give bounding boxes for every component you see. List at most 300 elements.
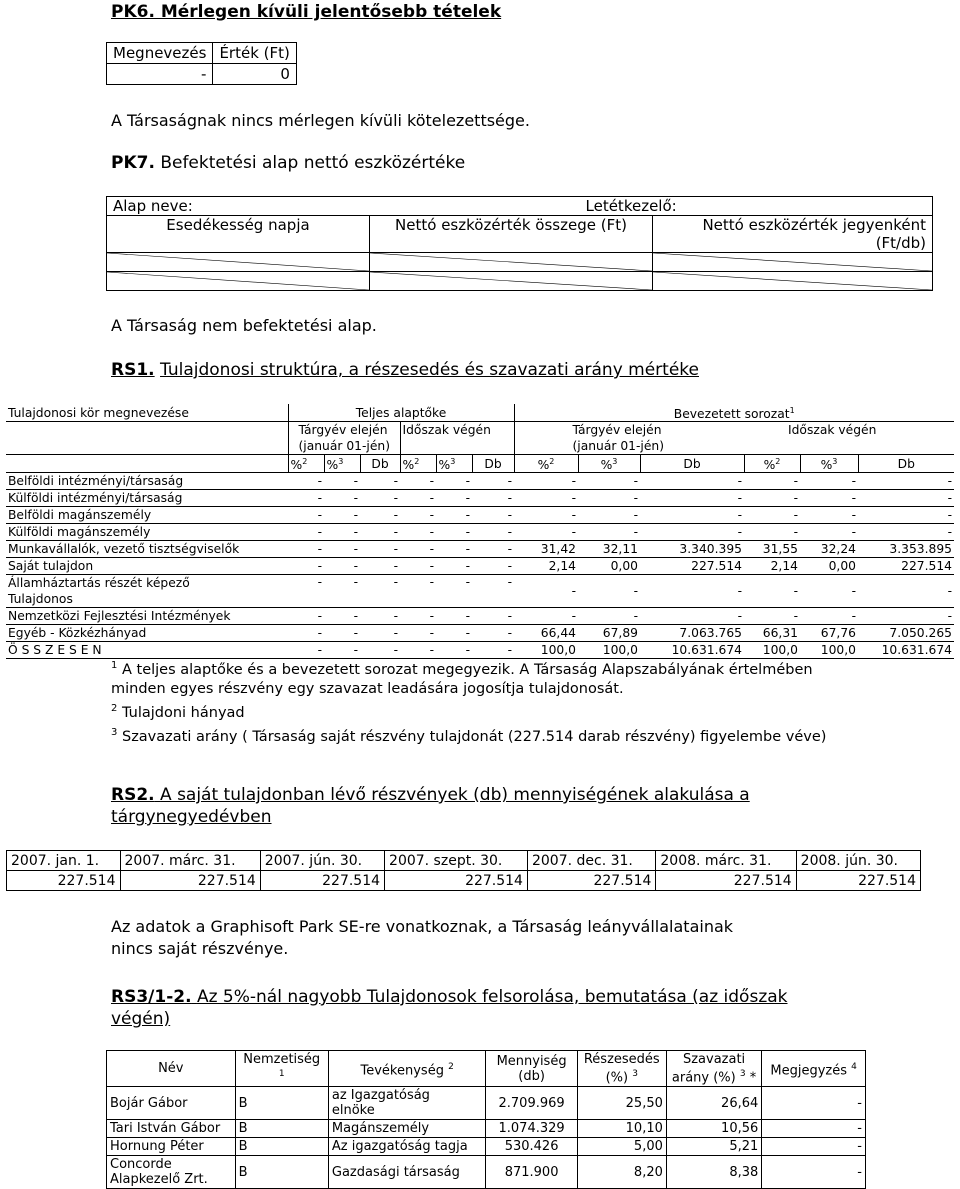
rs3-head-activity-sup: 2 (448, 1061, 454, 1072)
rs3-cell-line: elnöke (331, 1103, 375, 1119)
footnote-1-cont: minden egyes részvény egy szavazat leadására jogosítja tulajdonosát. (111, 680, 624, 697)
rs1-cell: - (744, 490, 800, 507)
rs1-footnotes (111, 656, 951, 746)
rs1-cell: 0,00 (578, 558, 640, 575)
rs3-cell-qty: 1.074.329 (486, 1120, 577, 1138)
rs1-head-row-1 (6, 404, 954, 422)
rs3-cell-share: 5,00 (577, 1138, 666, 1156)
pk7-custodian-label: Letétkezelő: (585, 197, 677, 215)
pk7-custodian-cell (370, 197, 933, 216)
rs1-head-pct3 (436, 455, 472, 473)
rs3-cell-line: Concorde (110, 1157, 172, 1173)
rs3-head-quantity (486, 1051, 577, 1087)
rs2-value-cell: 227.514 (656, 871, 796, 891)
rs1-cell: - (800, 473, 858, 490)
rs1-cell: - (514, 473, 578, 490)
rs1-cell: - (472, 524, 514, 541)
rs1-cell: - (324, 642, 360, 659)
table-row (6, 575, 954, 608)
rs1-head-pct2 (400, 455, 436, 473)
rs1-head-jan-b: (január 01-jén) (514, 438, 744, 455)
rs3-head-activity-label: Tevékenység (360, 1062, 444, 1078)
rs1-sup: 3 (450, 457, 456, 467)
rs3-head-nationality (235, 1051, 328, 1087)
table-row (6, 558, 954, 575)
rs1-sup: 2 (549, 457, 555, 467)
rs1-cell: - (514, 507, 578, 524)
rs3-cell-remark: - (762, 1138, 866, 1156)
rs1-cell: - (360, 625, 400, 642)
rs1-cell: - (800, 575, 858, 608)
table-row (107, 1087, 866, 1120)
rs3-table (106, 1050, 866, 1189)
rs3-cell-qty: 871.900 (486, 1156, 577, 1189)
rs1-cell: - (400, 507, 436, 524)
rs1-cell: - (472, 558, 514, 575)
rs1-cell: - (578, 473, 640, 490)
rs1-head-pct3 (800, 455, 858, 473)
rs2-date-row (7, 851, 921, 871)
rs1-cell: - (578, 608, 640, 625)
rs1-cell: - (436, 558, 472, 575)
rs2-value-cell: 227.514 (527, 871, 655, 891)
pk6-cell-value: 0 (213, 64, 296, 85)
rs1-code: RS1. (111, 360, 155, 380)
rs3-cell-vote: 26,64 (666, 1087, 761, 1120)
rs2-date-cell: 2008. jún. 30. (796, 851, 920, 871)
rs2-note-2: nincs saját részvénye. (111, 939, 289, 958)
table-row (6, 524, 954, 541)
rs1-cell: - (800, 608, 858, 625)
rs1-head-row-3 (6, 438, 954, 455)
rs1-cell: - (858, 490, 954, 507)
rs1-table (6, 404, 954, 659)
rs2-value-cell: 227.514 (796, 871, 920, 891)
rs1-cell: - (400, 524, 436, 541)
rs3-cell-vote: 8,38 (666, 1156, 761, 1189)
rs1-cell: - (288, 473, 324, 490)
rs1-cell: 3.353.895 (858, 541, 954, 558)
rs1-cell: 31,55 (744, 541, 800, 558)
rs1-cell: - (640, 507, 744, 524)
rs1-head-pct3 (578, 455, 640, 473)
rs1-head-db: Db (858, 455, 954, 473)
rs3-cell-share: 8,20 (577, 1156, 666, 1189)
rs1-pct-label: % (600, 458, 613, 473)
pk6-table (106, 42, 297, 85)
rs2-note-1: Az adatok a Graphisoft Park SE-re vonatkoznak, a Társaság leányvállalatainak (111, 917, 734, 936)
rs1-head-start-year-a: Tárgyév elején (288, 422, 400, 439)
rs1-cell: 100,0 (514, 642, 578, 659)
rs1-cell: - (324, 490, 360, 507)
rs1-pct-label: % (763, 458, 776, 473)
rs3-title-2: végén) (111, 1009, 171, 1029)
rs3-head-vote-star: * (749, 1070, 757, 1086)
pk6-header-value: Érték (Ft) (213, 43, 296, 64)
rs1-cell: - (640, 524, 744, 541)
rs2-date-cell: 2007. dec. 31. (527, 851, 655, 871)
rs1-cell: - (400, 625, 436, 642)
rs3-head-share-sup: 3 (632, 1069, 638, 1079)
pk7-table (106, 196, 933, 291)
rs3-head-qty-unit: (db) (518, 1068, 545, 1084)
rs1-cell: - (436, 524, 472, 541)
rs3-head-remark-label: Megjegyzés (770, 1062, 847, 1078)
rs1-head-db: Db (360, 455, 400, 473)
rs1-cell: - (800, 490, 858, 507)
rs1-row-name-line: Tulajdonos (8, 592, 73, 607)
footnote-3 (111, 723, 951, 747)
rs1-cell: - (858, 507, 954, 524)
rs3-cell-vote: 10,56 (666, 1120, 761, 1138)
rs1-head-listed-series-label: Bevezetett sorozat (673, 407, 790, 422)
rs3-cell-activity: Gazdasági társaság (328, 1156, 486, 1189)
rs3-head-share-label: Részesedés (583, 1052, 660, 1067)
rs1-head-row-4 (6, 455, 954, 473)
rs3-cell-line: az Igazgatóság (331, 1088, 430, 1104)
rs1-cell: 66,44 (514, 625, 578, 642)
rs1-cell: - (514, 524, 578, 541)
rs2-value-cell: 227.514 (7, 871, 121, 891)
rs3-head-qty-label: Mennyiség (496, 1053, 567, 1069)
rs1-cell: - (578, 490, 640, 507)
rs1-cell: - (324, 575, 360, 608)
rs1-cell: 0,00 (800, 558, 858, 575)
rs1-pct-label: % (402, 458, 415, 473)
rs1-sup: 3 (832, 457, 838, 467)
rs1-cell: - (436, 541, 472, 558)
rs1-cell: - (360, 642, 400, 659)
rs2-table (6, 850, 921, 891)
rs1-cell: - (360, 507, 400, 524)
rs1-cell: - (400, 558, 436, 575)
rs1-cell: - (288, 507, 324, 524)
rs3-cell-share: 25,50 (577, 1087, 666, 1120)
rs1-cell: - (472, 642, 514, 659)
rs1-pct-label: % (438, 458, 451, 473)
rs1-row-name-line: Államháztartás részét képező (8, 576, 190, 591)
pk7-note: A Társaság nem befektetési alap. (111, 316, 377, 335)
rs3-head-nat-label: Nemzetiség (243, 1052, 321, 1067)
rs1-cell: - (472, 473, 514, 490)
footnote-text: Tulajdoni hányad (121, 704, 245, 721)
rs3-header-row (107, 1051, 866, 1087)
rs1-cell: - (578, 507, 640, 524)
rs2-value-cell: 227.514 (260, 871, 384, 891)
rs2-date-cell: 2007. jún. 30. (260, 851, 384, 871)
rs3-cell-name: Hornung Péter (107, 1138, 236, 1156)
rs1-cell: - (288, 541, 324, 558)
pk7-empty-cell (653, 253, 933, 272)
rs3-head-share-unit: (%) (605, 1070, 629, 1086)
rs1-cell: 32,24 (800, 541, 858, 558)
rs1-cell: - (578, 524, 640, 541)
rs3-cell-remark: - (762, 1120, 866, 1138)
rs1-cell: - (472, 490, 514, 507)
table-row (6, 473, 954, 490)
rs1-cell: - (288, 625, 324, 642)
rs1-cell: - (514, 490, 578, 507)
rs1-cell: - (858, 473, 954, 490)
rs1-head-owner-group: Tulajdonosi kör megnevezése (6, 404, 288, 422)
table-row (6, 625, 954, 642)
rs3-cell-activity: Az igazgatóság tagja (328, 1138, 486, 1156)
pk7-code: PK7. (111, 153, 155, 173)
rs1-cell: - (744, 473, 800, 490)
rs1-cell: - (288, 524, 324, 541)
rs3-cell-nat: B (235, 1087, 328, 1120)
rs3-head-share (577, 1051, 666, 1087)
rs1-sup: 2 (775, 457, 781, 467)
rs1-cell: - (436, 642, 472, 659)
rs3-cell-nat: B (235, 1156, 328, 1189)
rs1-cell: - (324, 541, 360, 558)
rs1-cell: 32,11 (578, 541, 640, 558)
rs1-cell: - (288, 575, 324, 608)
rs1-cell: - (436, 575, 472, 608)
rs1-head-start-year-b: Tárgyév elején (514, 422, 744, 439)
rs1-cell: 10.631.674 (858, 642, 954, 659)
rs1-cell: - (360, 558, 400, 575)
rs1-cell: 2,14 (744, 558, 800, 575)
rs1-cell: - (288, 642, 324, 659)
rs1-cell: - (472, 575, 514, 608)
rs1-cell: - (324, 473, 360, 490)
rs3-head-nat-sup: 1 (278, 1069, 285, 1079)
rs1-cell: - (360, 575, 400, 608)
rs2-value-row (7, 871, 921, 891)
rs1-cell: - (640, 608, 744, 625)
rs1-cell: - (400, 642, 436, 659)
rs1-pct-label: % (290, 458, 303, 473)
rs1-cell: - (800, 507, 858, 524)
pk7-col-date: Esedékesség napja (107, 216, 370, 253)
rs1-cell: - (288, 490, 324, 507)
pk7-empty-cell (107, 272, 370, 291)
rs3-body (107, 1087, 866, 1189)
rs1-cell: - (472, 625, 514, 642)
rs1-cell: 100,0 (744, 642, 800, 659)
rs1-cell: - (800, 524, 858, 541)
rs3-head-name: Név (107, 1051, 236, 1087)
rs1-row-name (6, 575, 288, 608)
rs1-cell: 100,0 (800, 642, 858, 659)
rs2-date-cell: 2007. szept. 30. (385, 851, 528, 871)
rs1-cell: - (472, 541, 514, 558)
rs1-head-pct3 (324, 455, 360, 473)
rs1-cell: - (360, 490, 400, 507)
rs3-head-activity (328, 1051, 486, 1087)
rs1-cell: - (288, 558, 324, 575)
rs1-heading (111, 360, 699, 380)
footnote-marker: 3 (111, 726, 118, 738)
rs1-cell: - (744, 524, 800, 541)
rs1-head-row-2 (6, 422, 954, 439)
rs1-cell: 66,31 (744, 625, 800, 642)
pk6-cell-name: - (107, 64, 213, 85)
rs2-date-cell: 2007. jan. 1. (7, 851, 121, 871)
table-row (6, 507, 954, 524)
rs3-cell-qty: 530.426 (486, 1138, 577, 1156)
rs2-title-2: tárgynegyedévben (111, 807, 272, 827)
rs1-head-db: Db (640, 455, 744, 473)
rs3-head-vote-label: Szavazati (682, 1052, 746, 1067)
rs1-cell: 100,0 (578, 642, 640, 659)
table-row (6, 490, 954, 507)
table-row (6, 541, 954, 558)
rs1-cell: - (472, 507, 514, 524)
rs3-cell-name: Tari István Gábor (107, 1120, 236, 1138)
rs3-cell-share: 10,10 (577, 1120, 666, 1138)
rs1-cell: - (324, 608, 360, 625)
rs1-title: Tulajdonosi struktúra, a részesedés és szavazati arány mértéke (160, 360, 699, 380)
rs3-head-vote-sup: 3 (739, 1069, 746, 1079)
rs1-cell: - (360, 473, 400, 490)
rs1-cell: - (360, 608, 400, 625)
rs1-row-name: Belföldi intézményi/társaság (6, 473, 288, 490)
rs1-head-pct2 (514, 455, 578, 473)
rs1-row-name: Külföldi magánszemély (6, 524, 288, 541)
table-row (107, 1120, 866, 1138)
rs1-pct-label: % (820, 458, 833, 473)
rs1-sup: 2 (414, 457, 420, 467)
table-row (107, 1138, 866, 1156)
rs3-head-vote (666, 1051, 761, 1087)
footnote-marker: 2 (111, 702, 118, 714)
rs1-sup: 3 (612, 457, 618, 467)
rs2-date-cell: 2007. márc. 31. (120, 851, 260, 871)
footnote-2 (111, 699, 951, 723)
rs1-cell: 2,14 (514, 558, 578, 575)
rs1-head-pct2 (744, 455, 800, 473)
rs1-cell: - (324, 507, 360, 524)
pk6-header-name: Megnevezés (107, 43, 213, 64)
pk7-empty-cell (107, 253, 370, 272)
rs1-head-pct2 (288, 455, 324, 473)
table-row (107, 1156, 866, 1189)
pk7-empty-cell (370, 272, 653, 291)
rs2-value-cell: 227.514 (385, 871, 528, 891)
footnote-1 (111, 656, 951, 680)
rs1-head-listed-series (514, 404, 954, 422)
pk6-note: A Társaságnak nincs mérlegen kívüli kötelezettsége. (111, 111, 530, 130)
rs1-sup: 3 (338, 457, 344, 467)
rs1-cell: - (436, 625, 472, 642)
rs1-cell: - (400, 575, 436, 608)
rs1-cell: 31,42 (514, 541, 578, 558)
rs2-heading (111, 784, 750, 828)
rs1-head-end-period-a: Időszak végén (400, 422, 514, 439)
rs3-cell-line: Alapkezelő Zrt. (110, 1172, 208, 1188)
rs3-cell-vote: 5,21 (666, 1138, 761, 1156)
rs1-cell: - (324, 558, 360, 575)
rs3-cell-name: Bojár Gábor (107, 1087, 236, 1120)
rs3-head-remark (762, 1051, 866, 1087)
rs1-cell: - (436, 608, 472, 625)
rs1-cell: - (436, 507, 472, 524)
rs3-heading (111, 986, 788, 1030)
rs1-head-jan-a: (január 01-jén) (288, 438, 400, 455)
rs3-title-1: Az 5%-nál nagyobb Tulajdonosok felsorolása, bemutatása (az időszak (196, 987, 788, 1007)
rs1-body (6, 473, 954, 659)
rs1-cell: - (744, 608, 800, 625)
rs2-code: RS2. (111, 785, 155, 805)
pk7-empty-cell (653, 272, 933, 291)
rs3-head-vote-unit: arány (%) (671, 1070, 736, 1086)
rs1-cell: - (858, 608, 954, 625)
rs1-head-end-period-b: Időszak végén (788, 423, 877, 438)
rs1-cell: - (640, 575, 744, 608)
rs1-row-name: Külföldi intézményi/társaság (6, 490, 288, 507)
rs1-cell: - (400, 473, 436, 490)
rs1-cell: 10.631.674 (640, 642, 744, 659)
rs3-cell-activity (328, 1087, 486, 1120)
rs1-cell: - (640, 490, 744, 507)
rs1-cell: 227.514 (858, 558, 954, 575)
rs3-cell-nat: B (235, 1120, 328, 1138)
rs2-date-cell: 2008. márc. 31. (656, 851, 796, 871)
rs1-head-db: Db (472, 455, 514, 473)
rs1-row-name: Ö S S Z E S E N (6, 642, 288, 659)
pk7-col-amount: Nettó eszközérték összege (Ft) (370, 216, 653, 253)
rs1-cell: - (360, 524, 400, 541)
rs1-cell: - (324, 625, 360, 642)
pk7-empty-cell (370, 253, 653, 272)
rs1-cell: - (400, 490, 436, 507)
footnote-text: A teljes alaptőke és a bevezetett sorozat megegyezik. A Társaság Alapszabályának értelmében (121, 661, 813, 678)
rs3-head-remark-sup: 4 (851, 1061, 857, 1072)
rs1-row-name: Saját tulajdon (6, 558, 288, 575)
rs1-cell: - (436, 490, 472, 507)
rs3-cell-remark: - (762, 1156, 866, 1189)
rs1-cell: - (400, 608, 436, 625)
rs1-cell: - (744, 507, 800, 524)
rs1-cell: 3.340.395 (640, 541, 744, 558)
pk7-col-per-unit: Nettó eszközérték jegyenként (Ft/db) (653, 216, 933, 253)
rs1-cell: - (514, 575, 578, 608)
rs1-cell: - (360, 541, 400, 558)
rs3-cell-activity: Magánszemély (328, 1120, 486, 1138)
rs1-cell: 7.050.265 (858, 625, 954, 642)
footnote-text: Szavazati arány ( Társaság saját részvény tulajdonát (227.514 darab részvény) figyelembe véve) (121, 728, 827, 745)
table-row (6, 608, 954, 625)
rs3-code: RS3/1-2. (111, 987, 192, 1007)
pk7-fund-name-label: Alap neve: (107, 197, 370, 216)
rs1-cell: - (324, 524, 360, 541)
rs1-cell: - (288, 608, 324, 625)
rs3-cell-nat: B (235, 1138, 328, 1156)
rs1-cell: - (514, 608, 578, 625)
rs1-head-listed-series-sup: 1 (789, 406, 795, 415)
rs1-cell: - (400, 541, 436, 558)
rs1-row-name: Munkavállalók, vezető tisztségviselők (6, 541, 288, 558)
rs1-cell: - (640, 473, 744, 490)
rs1-row-name: Egyéb - Közkézhányad (6, 625, 288, 642)
rs1-cell: 67,76 (800, 625, 858, 642)
rs1-cell: - (578, 575, 640, 608)
rs1-pct-label: % (537, 458, 550, 473)
rs1-cell: 7.063.765 (640, 625, 744, 642)
rs1-cell: - (858, 575, 954, 608)
rs3-cell-qty: 2.709.969 (486, 1087, 577, 1120)
rs2-title-1: A saját tulajdonban lévő részvények (db) mennyiségének alakulása a (160, 785, 750, 805)
pk7-title: Befektetési alap nettó eszközértéke (160, 153, 466, 173)
rs1-cell: 227.514 (640, 558, 744, 575)
rs1-cell: - (472, 608, 514, 625)
footnote-marker: 1 (111, 660, 118, 671)
rs1-cell: - (858, 524, 954, 541)
pk6-title: PK6. Mérlegen kívüli jelentősebb tételek (111, 2, 502, 22)
